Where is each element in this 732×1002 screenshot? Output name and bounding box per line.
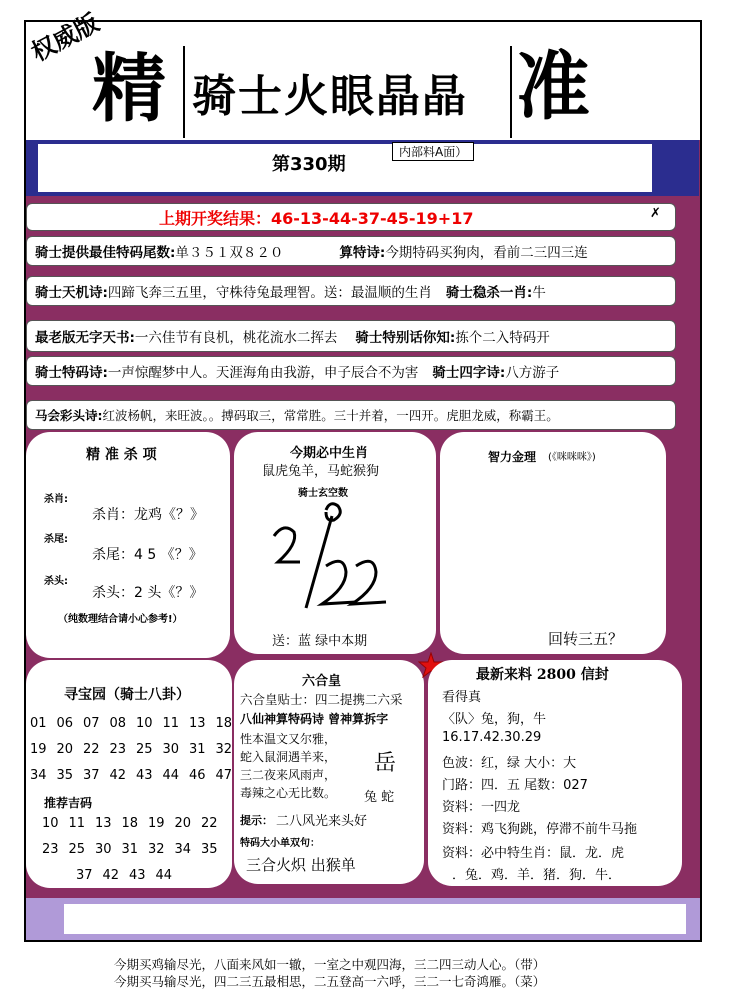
inner-label: 内部料A面）: [392, 142, 474, 161]
mahui-label: 马会彩头诗:: [35, 408, 103, 423]
kill-shengxiao-value: 杀肖：龙鸡《？》: [92, 507, 204, 523]
news-line-8: 资料：必中特生肖：鼠．龙．虎: [442, 846, 625, 861]
kill-value: 牛: [532, 285, 546, 301]
result-row: [26, 203, 676, 231]
zodiac-title: 今期必中生肖: [290, 446, 369, 461]
liuhe-poem-3: 三二夜来风雨声，: [240, 768, 337, 782]
kill-label: 骑士稳杀一肖:: [445, 285, 533, 301]
tail-label: 骑士提供最佳特码尾数:: [35, 245, 176, 261]
liuhe-poem-2: 蛇入鼠洞遇羊来，: [240, 750, 337, 764]
news-line-6: 资料：一四龙: [442, 800, 521, 815]
news-line-4: 色波：红，绿 大小：大: [442, 756, 577, 771]
treasure-title: 寻宝园（骑士八卦）: [64, 687, 190, 703]
zhili-sub: (《咪咪咪》): [548, 452, 596, 463]
treasure-row-3: 34 35 37 42 43 44 46 47: [30, 768, 233, 783]
liuhe-bafang: 八仙神算特码诗 曾神算拆字: [240, 712, 389, 726]
header-divider-right: [510, 46, 512, 138]
tianji-row: [26, 276, 676, 306]
result-label: 上期开奖结果：46-13-44-37-45-19+17: [159, 208, 474, 228]
kill-wei-value: 杀尾：4 5 《？》: [92, 547, 203, 563]
kill-wei-tag: 杀尾:: [44, 534, 68, 545]
liuhe-hint-value: 二八风光来头好: [276, 814, 368, 829]
zodiac-sub: 骑士玄空数: [298, 488, 348, 499]
laozuiban-label: 最老版无字天书:: [35, 330, 135, 346]
temashi-label: 骑士特码诗:: [35, 365, 108, 381]
brand-title: 骑士火眼晶晶: [192, 71, 468, 122]
header-right-char: 准: [516, 44, 590, 130]
zhili-answer: 回转三五？: [548, 630, 624, 648]
recommend-row-3: 37 42 43 44: [76, 868, 173, 883]
news-line-3: 16.17.42.30.29: [442, 730, 542, 745]
liuhe-poem-4: 毒辣之心无比数。: [240, 786, 337, 800]
news-line-7: 资料：鸡飞狗跳，停滞不前牛马拖: [442, 822, 638, 837]
treasure-row-1: 01 06 07 08 10 11 13 18: [30, 716, 233, 731]
recommend-label: 推荐吉码: [44, 796, 93, 810]
news-line-9: ．兔．鸡．羊．猪．狗．牛．: [452, 868, 622, 883]
temashi-row: [26, 356, 676, 386]
news-line-1: 看得真: [442, 690, 482, 705]
liuhe-hint-label: 提示：: [240, 814, 273, 827]
bottom-box: [64, 904, 686, 934]
liuhe-size-value: 三合火炽 出猴单: [246, 856, 356, 874]
mahui-value: 红波杨帆，来旺波。。搏码取三，常常胜。三十并着，一四开。虎胆龙威，称霸王。: [102, 408, 559, 423]
liuhe-big-char: 岳: [374, 751, 397, 776]
header-left-char: 精: [92, 46, 166, 132]
suanteshi-label: 算特诗:: [339, 245, 386, 261]
zhili-title: 智力金理: [488, 450, 537, 464]
special-label: 骑士特别话你知:: [355, 330, 456, 346]
liuhe-tie: 六合皇贴士：四二提携二六采: [240, 692, 403, 707]
footer-line-2: 今期买马输尽光，四二三五最相思，二五登高一六呼，三二一七奇鸿雁。（菜）: [114, 974, 546, 989]
kill-tou-tag: 杀头:: [44, 576, 68, 587]
handwritten-numbers: [266, 496, 416, 626]
laozuiban-value: 一六佳节有良机，桃花流水二挥去: [134, 330, 338, 346]
tianji-value: 四蹄飞奔三五里，守株待兔最理智。送：最温顺的生肖: [107, 285, 432, 301]
news-title: 最新来料 2800 信封: [476, 667, 609, 683]
footer-line-1: 今期买鸡输尽光，八面来风如一辙，一室之中观四海，三二四三动人心。（带）: [114, 957, 546, 972]
tail-row: [26, 236, 676, 266]
recommend-row-1: 10 11 13 18 19 20 22: [42, 816, 218, 831]
treasure-row-2: 19 20 22 23 25 30 31 32: [30, 742, 233, 757]
suanteshi-value: 今期特码买狗肉，看前二三四三连: [385, 245, 588, 261]
news-line-5: 门路：四．五 尾数：027: [442, 778, 588, 793]
header-divider-left: [183, 46, 185, 138]
zodiac-footer: 送：蓝 绿中本期: [272, 634, 368, 649]
tail-value: 单３５１双８２０: [175, 245, 284, 261]
liuhe-poem-1: 性本温文又尔雅，: [240, 732, 337, 746]
kill-note: （纯数理结合请小心参考!）: [58, 614, 183, 625]
temashi-value: 一声惊醒梦中人。天涯海角由我游，申子辰合不为害: [107, 365, 419, 381]
sizi-value: 八方游子: [505, 365, 560, 381]
laozuiban-row: [26, 320, 676, 352]
zodiac-line: 鼠虎兔羊，马蛇猴狗: [262, 464, 380, 479]
recommend-row-2: 23 25 30 31 32 34 35: [42, 842, 218, 857]
sizi-label: 骑士四字诗:: [432, 365, 506, 381]
authority-stamp: 权威版: [26, 7, 104, 67]
kill-shengxiao-tag: 杀肖:: [44, 494, 68, 505]
liuhe-char-pair: 兔 蛇: [364, 790, 395, 805]
kill-tou-value: 杀头：2 头《？》: [92, 585, 204, 601]
kill-panel-title: 精 准 杀 项: [86, 447, 157, 463]
special-value: 拣个二入特码开: [455, 330, 550, 346]
result-side-note: ✗: [650, 206, 661, 221]
tianji-label: 骑士天机诗:: [35, 285, 108, 301]
liuhe-size-label: 特码大小单双句：: [240, 838, 320, 849]
mahui-row: [26, 400, 676, 430]
news-line-2: 〈队〉兔，狗，牛: [442, 712, 547, 727]
liuhe-title: 六合皇: [302, 674, 342, 689]
zhili-panel: [440, 432, 666, 654]
issue-number: 第330期: [272, 154, 346, 175]
